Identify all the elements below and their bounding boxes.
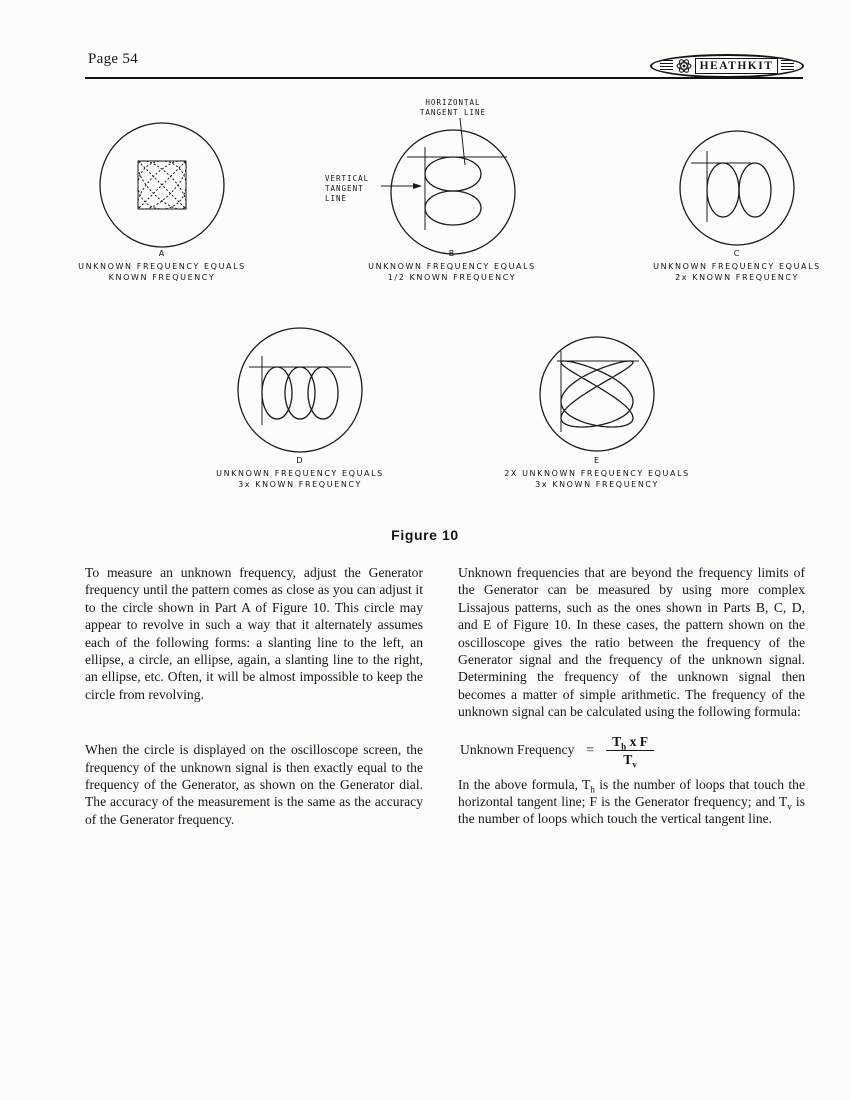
formula-label: Unknown Frequency <box>460 742 575 758</box>
caption-b-line2: 1/2 KNOWN FREQUENCY <box>387 273 517 282</box>
left-column <box>85 564 423 828</box>
lissajous-d-diagram <box>235 325 365 455</box>
scope-circle-e <box>540 337 654 451</box>
caption-a <box>47 248 277 283</box>
page-number: Page 54 <box>88 51 139 67</box>
caption-c-line2: 2x KNOWN FREQUENCY <box>675 273 799 282</box>
caption-e <box>482 455 712 490</box>
left-paragraph-2: When the circle is displayed on the oscilloscope screen, the frequency of the unknown signal is then exactly equal to the frequency of the Generator, as shown on the Generator dial. The accuracy of the measurement is the same as the accuracy of the Generator frequency. <box>85 742 423 827</box>
right-paragraph-2: In the above formula, $T_h$ is the number of loops that touch the horizontal tangent line; F is the Generator frequency; and $T_v$ is the number of loops which touch the vertical tangent line. <box>458 776 806 827</box>
formula-numerator: $T_h$ x F <box>606 734 654 751</box>
figure-label-c: C <box>733 249 741 258</box>
caption-c-line1: UNKNOWN FREQUENCY EQUALS <box>653 262 821 271</box>
unknown-frequency-formula <box>460 733 805 770</box>
formula-fraction <box>606 733 654 770</box>
figure-title: Figure 10 <box>391 527 459 543</box>
horizontal-tangent-label-line2: TANGENT LINE <box>419 108 487 117</box>
vertical-tangent-label-line2: TANGENT <box>325 184 364 193</box>
scope-circle-d <box>238 328 362 452</box>
vertical-tangent-label-line3: LINE <box>325 194 348 203</box>
figure-label-d: D <box>296 456 304 465</box>
caption-b <box>337 248 567 283</box>
horizontal-tangent-label-line1: HORIZONTAL <box>425 98 481 107</box>
caption-c <box>622 248 850 283</box>
caption-d-line2: 3x KNOWN FREQUENCY <box>238 480 362 489</box>
logo-stripes-left <box>660 60 673 72</box>
scope-circle-b <box>391 130 515 254</box>
logo-text: HEATHKIT <box>695 58 779 74</box>
header-rule <box>85 77 803 79</box>
caption-d <box>185 455 415 490</box>
formula-denominator: $T_v$ <box>623 751 637 770</box>
logo-stripes-right <box>781 60 794 72</box>
heathkit-logo <box>650 54 804 78</box>
lissajous-a-diagram <box>97 120 227 250</box>
caption-d-line1: UNKNOWN FREQUENCY EQUALS <box>216 469 384 478</box>
right-paragraph-1: Unknown frequencies that are beyond the frequency limits of the Generator can be measured by using more complex Lissajous patterns, such as the ones shown in Parts B, C, D, and E of Figure 10. In these cases, the pattern shown on the oscilloscope gives the ratio between the frequency of the Generator signal and the frequency of the unknown signal. Determining the frequency of the unknown signal then becomes a matter of simple arithmetic. The frequency of the unknown signal can be calculated using the following formula: <box>458 565 805 720</box>
formula-equals: = <box>586 742 595 758</box>
figure-label-b: B <box>448 249 456 258</box>
figure-label-a: A <box>158 249 166 258</box>
atom-icon <box>676 58 692 74</box>
caption-a-line1: UNKNOWN FREQUENCY EQUALS <box>78 262 246 271</box>
scope-circle-c <box>680 131 794 245</box>
caption-a-line2: KNOWN FREQUENCY <box>108 273 216 282</box>
left-paragraph-1: To measure an unknown frequency, adjust the Generator frequency until the pattern comes as close as you can adjust it to the circle shown in Part A of Figure 10. This circle may appear to revolve in such a way that it alternately assumes each of the following forms: a slanting line to the left, an ellipse, a circle, an ellipse, again, a slanting line to the right, an ellipse, etc. Often, it will be almost impossible to keep the circle from revolving. <box>85 565 423 702</box>
vertical-tangent-label-line1: VERTICAL <box>325 174 370 183</box>
lissajous-e-diagram <box>537 332 657 452</box>
lissajous-curve-e <box>561 361 633 427</box>
caption-e-line1: 2X UNKNOWN FREQUENCY EQUALS <box>504 469 690 478</box>
figure-label-e: E <box>593 456 601 465</box>
caption-e-line2: 3x KNOWN FREQUENCY <box>535 480 659 489</box>
lissajous-c-diagram <box>677 128 797 248</box>
right-column <box>458 564 805 828</box>
caption-b-line1: UNKNOWN FREQUENCY EQUALS <box>368 262 536 271</box>
vertical-tangent-arrowhead <box>413 183 422 189</box>
